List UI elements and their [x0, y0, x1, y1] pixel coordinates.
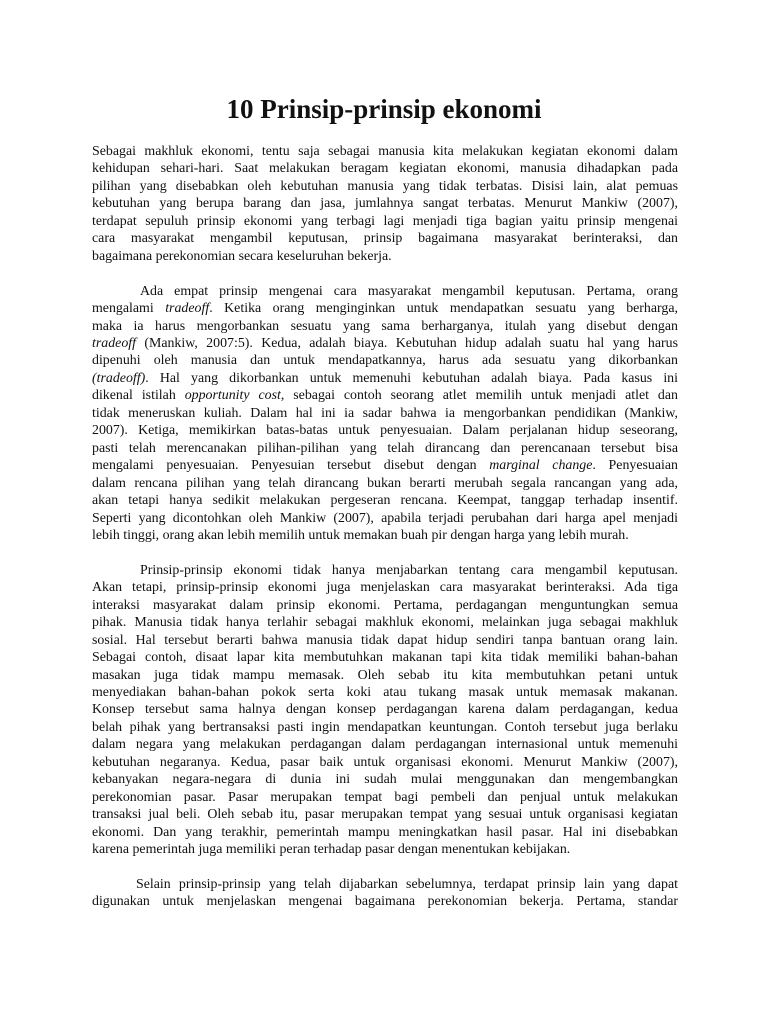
text-line: sosial. Hal tersebut berarti bahwa manusia tidak dapat hidup sendiri tanpa bantuan orang lain.: [92, 632, 678, 648]
text-line: bagaimana perekonomian secara keseluruhan bekerja.: [92, 248, 392, 264]
text-line: cara masyarakat mengambil keputusan, prinsip bagaimana masyarakat berinteraksi, dan: [92, 231, 678, 247]
text-line: dalam negara yang melakukan perdagangan dalam perdagangan internasional untuk memenuhi: [92, 737, 678, 753]
text-line: menyediakan bahan-bahan pokok serta koki atau tukang masak untuk memasak makanan.: [92, 685, 678, 701]
text-line: (tradeoff). Hal yang dikorbankan untuk memenuhi kebutuhan adalah biaya. Pada kasus ini: [92, 370, 678, 386]
page-title: 10 Prinsip-prinsip ekonomi: [226, 94, 542, 124]
document-body: [92, 143, 678, 928]
text-line: mengalami penyesuaian. Penyesuian tersebut disebut dengan marginal change. Penyesuaian: [92, 458, 678, 474]
italic-term: marginal change: [489, 458, 593, 474]
text-line: Ada empat prinsip mengenai cara masyarakat mengambil keputusan. Pertama, orang: [140, 283, 678, 299]
text-line: pilihan yang disebabkan oleh kebutuhan manusia yang tidak terbatas. Disisi lain, alat pemuas: [92, 178, 678, 194]
text-line: terdapat sepuluh prinsip ekonomi yang terbagi lagi menjadi tiga bagian yaitu prinsip mengenai: [92, 213, 678, 229]
text-line: ekonomi. Dan yang terakhir, pemerintah mampu meningkatkan hasil pasar. Hal ini disebabkan: [92, 824, 678, 840]
text-line: Akan tetapi, prinsip-prinsip ekonomi juga menjelaskan cara masyarakat berinteraksi. Ada tiga: [92, 580, 678, 596]
text-line: 2007). Ketiga, memikirkan batas-batas untuk penyesuaian. Dalam perjalanan hidup seseorang,: [92, 423, 678, 439]
paragraph-3: [92, 562, 678, 859]
paragraph-1: [92, 143, 678, 265]
text-line: Konsep tersebut sama halnya dengan konsep perdagangan karena dalam perdagangan, kedua: [92, 702, 678, 718]
text-line: karena pemerintah juga memiliki peran terhadap pasar dengan menentukan kebijakan.: [92, 842, 571, 858]
text-line: kebanyakan negara-negara di dunia ini sudah mulai menggunakan dan mengembangkan: [92, 772, 678, 788]
paragraph-2: [92, 283, 678, 545]
text-line: Sebagai contoh, disaat lapar kita membutuhkan makanan tapi kita tidak memiliki bahan-bahan: [92, 650, 678, 666]
text-line: kebutuhan yang berupa barang dan jasa, jumlahnya sangat terbatas. Menurut Mankiw (2007),: [92, 196, 678, 212]
text-line: Seperti yang dicontohkan oleh Mankiw (2007), apabila terjadi perubahan dari harga apel menjadi: [92, 510, 678, 526]
text-line: Selain prinsip-prinsip yang telah dijabarkan sebelumnya, terdapat prinsip lain yang dapat: [136, 876, 678, 892]
italic-term: tradeoff: [92, 335, 136, 351]
italic-term: (tradeoff): [92, 370, 146, 386]
text-line: interaksi masyarakat dalam prinsip ekonomi. Pertama, perdagangan menguntungkan semua: [92, 597, 678, 613]
text-line: Sebagai makhluk ekonomi, tentu saja sebagai manusia kita melakukan kegiatan ekonomi dalam: [92, 144, 678, 159]
text-line: masakan juga tidak mampu memasak. Oleh sebab itu kita membutuhkan petani untuk: [92, 667, 678, 683]
text-line: kehidupan sehari-hari. Saat melakukan beragam kegiatan ekonomi, manusia dihadapkan pada: [92, 161, 678, 177]
italic-term: tradeoff: [165, 301, 210, 317]
text-line: mengalami tradeoff. Ketika orang menginginkan untuk mendapatkan sesuatu yang berharga,: [92, 301, 678, 317]
text-line: belah pihak yang bertransaksi pasti ingin mendapatkan keuntungan. Contoh tersebut juga berlaku: [92, 719, 678, 735]
paragraph-4: [92, 876, 678, 911]
text-line: transaksi jual beli. Oleh sebab itu, pasar merupakan tempat yang sesuai untuk organisasi kegiatan: [92, 807, 678, 823]
text-line: Prinsip-prinsip ekonomi tidak hanya menjabarkan tentang cara mengambil keputusan.: [140, 562, 678, 578]
text-line: perekonomian pasar. Pasar merupakan tempat bagi pembeli dan penjual untuk melakukan: [92, 789, 678, 805]
text-line: dikenal istilah opportunity cost, sebagai contoh seorang atlet memilih untuk menjadi atlet dan: [92, 388, 678, 404]
text-line: akan tetapi hanya sedikit melakukan pergeseran rencana. Keempat, tanggap terhadap insentif.: [92, 493, 678, 509]
text-line: maka ia harus mengorbankan sesuatu yang sama berharganya, itulah yang disebut dengan: [92, 318, 678, 334]
text-line: tradeoff (Mankiw, 2007:5). Kedua, adalah biaya. Kebutuhan hidup adalah suatu hal yang harus: [92, 335, 678, 351]
text-line: digunakan untuk menjelaskan mengenai bagaimana perekonomian bekerja. Pertama, standar: [92, 894, 678, 910]
text-line: tidak meneruskan kuliah. Dalam hal ini ia sadar bahwa ia mengorbankan pendidikan (Mankiw,: [92, 405, 678, 421]
text-line: kebutuhan negaranya. Kedua, pasar baik untuk organisasi ekonomi. Menurut Mankiw (2007),: [92, 754, 678, 770]
text-line: dalam rencana pilihan yang telah dirancang bukan berarti merubah segala rancangan yang ada,: [92, 475, 678, 491]
text-line: pasti telah merencanakan pilihan-pilihan yang telah dirancang dan perencanaan tersebut bisa: [92, 440, 678, 456]
text-line: dipenuhi oleh manusia dan untuk mendapatkannya, harus ada sesuatu yang dikorbankan: [92, 353, 678, 369]
text-line: pihak. Manusia tidak hanya terlahir sebagai makhluk ekonomi, melainkan juga sebagai makhluk: [92, 615, 678, 631]
text-line: lebih tinggi, orang akan lebih memilih untuk memakan buah pir dengan harga yang lebih murah.: [92, 527, 629, 543]
italic-term: opportunity cost: [184, 388, 281, 404]
